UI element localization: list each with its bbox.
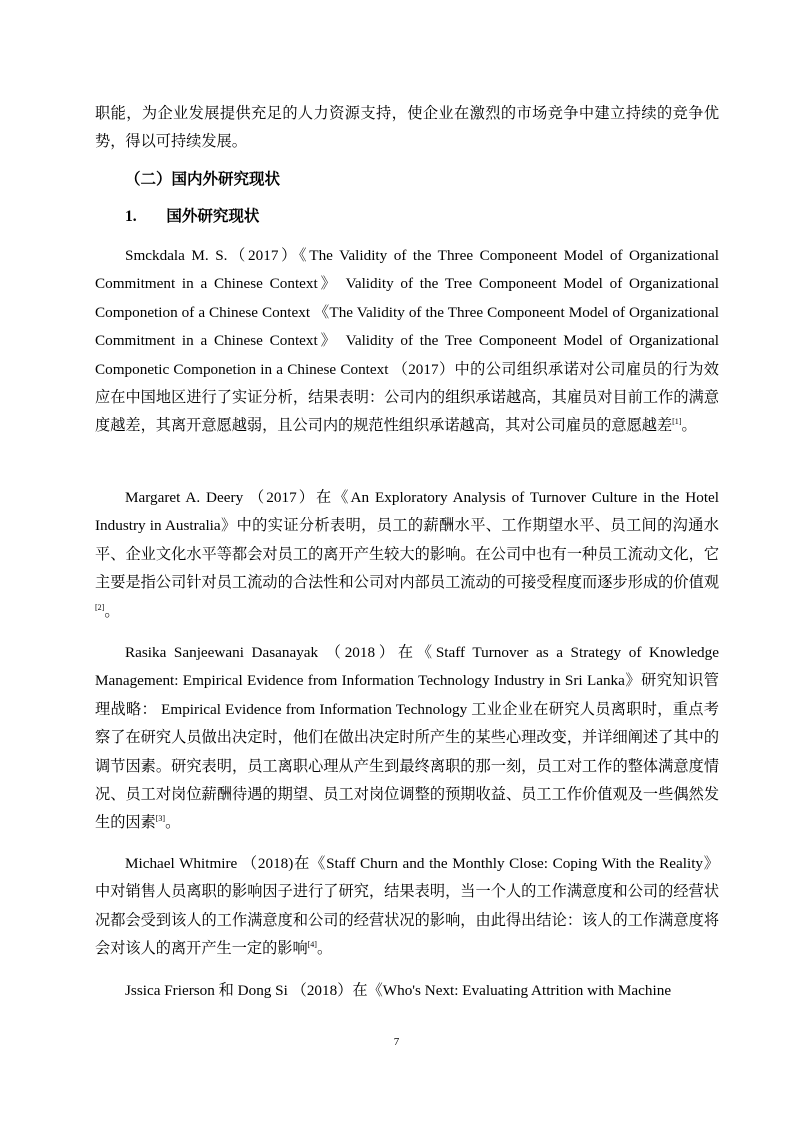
- paragraph-text: Michael Whitmire （2018)在《Staff Churn and the Monthly Close: Coping With the Reality》中对销售人员离职的影响因子进行了研究，结果表明，当一个人的工作满意度和公司的经营状况都会受到该人的工作满意度和公司的经营状况的影响，由此得出结论：该人的工作满意度将会对该人的离开产生一定的影响: [95, 855, 719, 958]
- citation-ref: [2]: [95, 602, 105, 612]
- paragraph-text: Jssica Frierson 和 Dong Si （2018）在《Who's Next: Evaluating Attrition with Machine: [125, 982, 672, 999]
- paragraph-frierson: [95, 977, 719, 1005]
- paragraph-end: 。: [316, 940, 333, 958]
- page-number: 7: [393, 1036, 400, 1048]
- paragraph-end: 。: [165, 814, 181, 832]
- paragraph-end: 。: [681, 417, 697, 435]
- section-heading: （二）国内外研究现状: [125, 171, 281, 188]
- citation-ref: [4]: [307, 940, 317, 950]
- subsection-title: 国外研究现状: [166, 208, 260, 225]
- citation-ref: [3]: [155, 814, 166, 824]
- citation-ref: [1]: [672, 417, 682, 427]
- paragraph-text: Rasika Sanjeewani Dasanayak （2018）在《Staff Turnover as a Strategy of Knowledge Management: Empirical Evidence from Information Technology Industry in Sri Lanka》研究知识管理战略： Empirical Evidence from Information Technology 工业企业在研究人员离职时，重点考察了在研究人员做出决定时，他们在做出决定时所产生的某些心理改变，并详细阐述了其中的调节因素。研究表明，员工离职心理从产生到最终离职的那一刻，员工对工作的整体满意度情况、员工对岗位薪酬待遇的期望、员工对岗位调整的预期收益、员工工作价值观及一些偶然发生的因素: [95, 644, 719, 832]
- paragraph-end: 。: [104, 602, 120, 620]
- paragraph-text: Smckdala M. S.（2017）《The Validity of the Three Componeent Model of Organizational Commitment in a Chinese Context》 Validity of the Tree Componeent Model of Organizational Componetion of a Chinese Context 《The Validity of the Three Componeent Model of Organizational Commitment in a Chinese Context》 Validity of the Tree Componeent Model of Organizational Componetic Componetion in a Chinese Context （2017）中的公司组织承诺对公司雇员的行为效应在中国地区进行了实证分析，结果表明：公司内的组织承诺越高，其雇员对目前工作的满意度越差，其离开意愿越弱，且公司内的规范性组织承诺越高，其对公司雇员的意愿越差: [95, 247, 719, 435]
- intro-paragraph: 职能，为企业发展提供充足的人力资源支持，使企业在激烈的市场竞争中建立持续的竞争优势，得以可持续发展。: [95, 105, 719, 151]
- paragraph-deery: [95, 484, 719, 626]
- subsection-heading: [125, 203, 259, 231]
- paragraph-text: Margaret A. Deery （2017）在《An Exploratory Analysis of Turnover Culture in the Hotel Industry in Australia》中的实证分析表明，员工的薪酬水平、工作期望水平、员工间的沟通水平、企业文化水平等都会对员工的离开产生较大的影响。在公司中也有一种员工流动文化，它主要是指公司针对员工流动的合法性和公司对内部员工流动的可接受程度而逐步形成的价值观: [95, 489, 719, 592]
- paragraph-dasanayak: [95, 639, 719, 838]
- paragraph-smckdala: [95, 242, 719, 441]
- subsection-number: 1.: [125, 208, 137, 225]
- paragraph-whitmire: [95, 850, 719, 964]
